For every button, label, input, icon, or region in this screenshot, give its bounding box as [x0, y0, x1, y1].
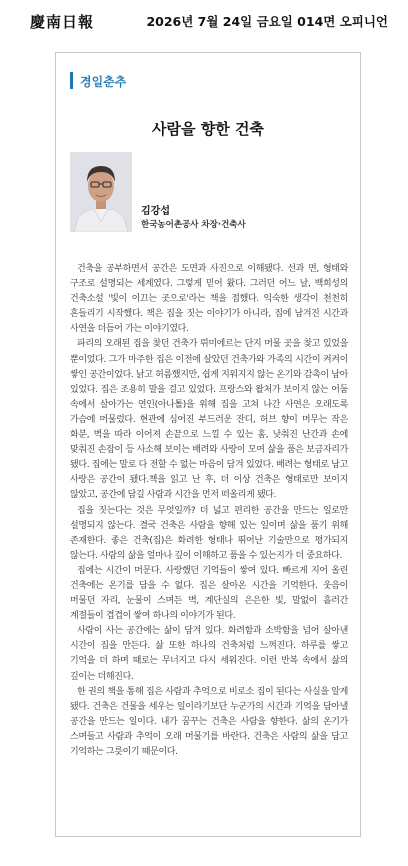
author-photo [70, 152, 132, 232]
kicker-bar [70, 72, 73, 89]
section-title: 경일춘추 [80, 75, 127, 89]
author-title: 한국농어촌공사 차장·건축사 [141, 220, 246, 230]
article-body [70, 262, 348, 760]
paragraph: 집을 짓는다는 것은 무엇일까? 더 넓고 편리한 공간을 만드는 일로만 설명되지 않는다. 결국 건축은 사람을 향해 있는 일이며 삶을 품기 위해 존재한다. 좋은 건축(집)은 화려한 형태나 뛰어난 기술만으로 평가되지 않는다. 사람의 삶을 얼마나 깊이 이해하고 품을 수 있는지가 더 중요하다. [70, 505, 348, 561]
paragraph: 한 권의 책을 통해 집은 사람과 추억으로 비로소 집이 된다는 사실을 알게 됐다. 건축은 건물을 세우는 일이라기보단 누군가의 시간과 기억을 담아낼 공간을 만드는 일이다. 내가 꿈꾸는 건축은 사람을 향한다. 삶의 온기가 스며들고 사람과 추억이 오래 머물기를 바란다. 건축은 사람의 삶을 담고 기억하는 그릇이기 때문이다. [70, 686, 348, 757]
author-name: 김강섭 [141, 206, 170, 217]
paragraph: 건축을 공부하면서 공간은 도면과 사진으로 이해됐다. 선과 면, 형태와 구조로 설명되는 세계였다. 그렇게 믿어 왔다. 그러던 어느 날, 백희성의 건축소설 '빛이 이끄는 곳으로'라는 책을 접했다. 익숙한 생각이 천천히 흔들리기 시작했다. 책은 집을 짓는 이야기가 아니라, 집에 남겨진 시간과 사연을 더듬어 가는 이야기였다. [70, 264, 348, 335]
dateline: 2026년 7월 24일 금요일 014면 오피니언 [146, 14, 388, 29]
author-portrait-icon [70, 152, 132, 232]
article-headline: 사람을 향한 건축 [152, 120, 264, 138]
paragraph: 집에는 시간이 머문다. 사랑했던 기억들이 쌓여 있다. 빠르게 지어 올린 건축에는 온기를 담을 수 없다. 집은 살아온 시간을 기억한다. 웃음이 머물던 자리, 눈물이 스며든 벽, 계단실의 은은한 빛, 말없이 흘러간 계절들이 겹겹이 쌓여 하나의 이야기가 된다. [70, 565, 348, 622]
paragraph: 사람이 사는 공간에는 삶이 담겨 있다. 화려함과 소박함을 넘어 살아낸 시간이 집을 만든다. 삶 또한 하나의 건축처럼 느껴진다. 하루를 쌓고 기억을 더 하며 때로는 무너지고 다시 세워진다. 이런 반복 속에서 삶의 깊이는 더해진다. [70, 626, 348, 682]
newspaper-logo: 慶南日報 [30, 13, 95, 31]
paragraph: 파리의 오래된 집을 찾던 건축가 뤼미에르는 단지 머물 곳을 찾고 있었을 뿐이었다. 그가 마주한 집은 이전에 살았던 건축가와 가족의 시간이 켜켜이 쌓인 공간이었다. 낡고 허름했지만, 쉽게 지워지지 않는 온기와 감촉이 남아 있었다. 집은 조용히 말을 걸고 있었다. 프랑스와 왈처가 보이지 않는 어둠 속에서 살아가는 연인(아나톨)을 위해 집을 고쳐 나간 사연은 오래도록 가슴에 머물렀다. 현관에 심어진 부드러운 잔디, 허브 향이 머무는 작은 화분, 벽을 따라 이어져 손끝으로 느낄 수 있는 홈, 낮춰진 난간과 손에 맞춰진 손잡이 등 사소해 보이는 배려와 사랑이 모여 삶을 품은 보금자리가 됐다. 집에는 말로 다 전할 수 없는 마음이 담겨 있었다. 배려는 형태로 남고 사랑은 공간이 됐다.책을 읽고 난 후, 더 이상 건축은 형태로만 보이지 않았고, 공간에 담길 사람과 시간을 먼저 떠올리게 됐다. [70, 339, 348, 501]
author-info [141, 205, 246, 232]
masthead [0, 0, 408, 38]
